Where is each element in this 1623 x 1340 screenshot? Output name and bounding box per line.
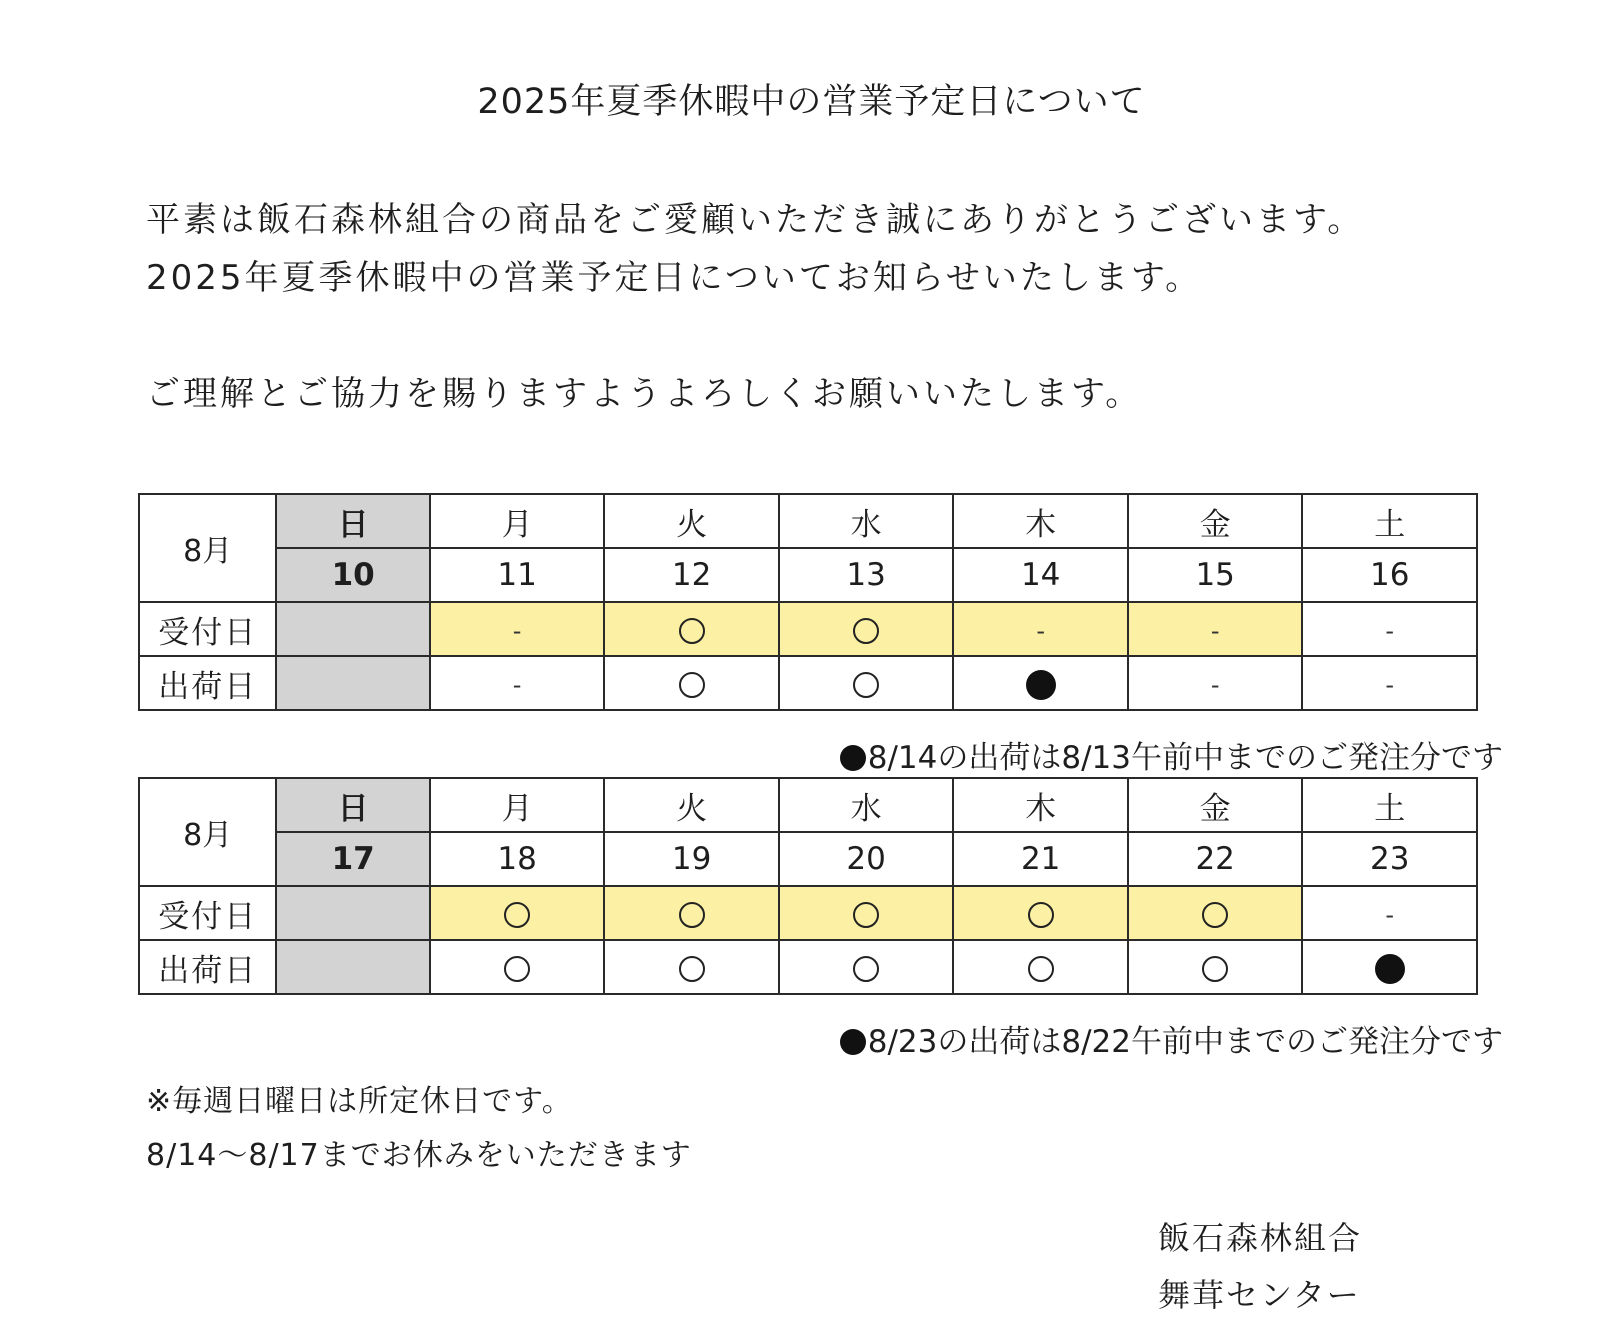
month-label: 8月: [139, 494, 276, 602]
dash-mark: -: [512, 671, 522, 699]
date-cell: 13: [779, 548, 954, 602]
status-cell: [1128, 940, 1303, 994]
filled-circle-icon: [1375, 954, 1405, 984]
open-circle-icon: [853, 618, 879, 644]
status-cell: [779, 886, 954, 940]
open-circle-icon: [504, 956, 530, 982]
status-cell: [1128, 602, 1303, 656]
open-circle-icon: [1028, 902, 1054, 928]
status-cell: [779, 656, 954, 710]
weekday-header: 金: [1128, 778, 1303, 832]
weekday-header: 水: [779, 494, 954, 548]
status-cell: [430, 602, 605, 656]
shipping-note-2: [840, 1016, 1503, 1061]
dash-mark: -: [512, 617, 522, 645]
status-cell: [1302, 940, 1477, 994]
row-label-shipping: 出荷日: [139, 656, 276, 710]
weekday-header: 木: [953, 778, 1128, 832]
status-cell: [604, 940, 779, 994]
date-cell: 20: [779, 832, 954, 886]
signature-dept: 舞茸センター: [1158, 1276, 1361, 1314]
row-label-reception: 受付日: [139, 886, 276, 940]
status-cell: [604, 602, 779, 656]
dash-mark: -: [1036, 617, 1045, 645]
open-circle-icon: [853, 902, 879, 928]
open-circle-icon: [679, 902, 705, 928]
calendar-week-2: [138, 777, 1478, 995]
status-cell: [430, 656, 605, 710]
filled-circle-icon: [840, 745, 866, 771]
month-label: 8月: [139, 778, 276, 886]
filled-circle-icon: [1026, 670, 1056, 700]
status-cell: [430, 886, 605, 940]
date-cell: 23: [1302, 832, 1477, 886]
signature-org: 飯石森林組合: [1158, 1219, 1363, 1257]
open-circle-icon: [679, 618, 705, 644]
intro-line-2: 2025年夏季休暇中の営業予定日についてお知らせいたします。: [146, 258, 1203, 298]
open-circle-icon: [1202, 956, 1228, 982]
weekday-header: 水: [779, 778, 954, 832]
status-cell: [1128, 656, 1303, 710]
dash-mark: -: [1210, 671, 1220, 699]
status-cell: [604, 656, 779, 710]
weekday-header: 土: [1302, 494, 1477, 548]
page-title: 2025年夏季休暇中の営業予定日について: [477, 82, 1146, 122]
status-cell: [1302, 602, 1477, 656]
status-cell: [1128, 886, 1303, 940]
date-cell: 18: [430, 832, 605, 886]
weekday-header: 金: [1128, 494, 1303, 548]
status-cell: [276, 886, 429, 940]
footer-line-2: 8/14～8/17までお休みをいただきます: [146, 1138, 692, 1173]
date-cell: 19: [604, 832, 779, 886]
date-cell: 12: [604, 548, 779, 602]
date-cell: 21: [953, 832, 1128, 886]
intro-line-3: ご理解とご協力を賜りますようよろしくお願いいたします。: [146, 374, 1143, 414]
status-cell: [953, 656, 1128, 710]
weekday-header: 月: [430, 494, 605, 548]
date-cell: 14: [953, 548, 1128, 602]
intro-line-1: 平素は飯石森林組合の商品をご愛顧いただき誠にありがとうございます。: [146, 200, 1365, 240]
weekday-header: 月: [430, 778, 605, 832]
calendar-week-1: [138, 493, 1478, 711]
weekday-header: 日: [276, 494, 429, 548]
open-circle-icon: [679, 672, 705, 698]
dash-mark: -: [1210, 617, 1220, 645]
open-circle-icon: [1202, 902, 1228, 928]
dash-mark: -: [1385, 671, 1395, 699]
open-circle-icon: [1028, 956, 1054, 982]
open-circle-icon: [504, 902, 530, 928]
shipping-note-1: [840, 732, 1503, 777]
footer-line-1: ※毎週日曜日は所定休日です。: [146, 1084, 573, 1119]
date-cell: 22: [1128, 832, 1303, 886]
shipping-note-text: 8/14の出荷は8/13午前中までのご発注分です: [867, 740, 1503, 776]
row-label-shipping: 出荷日: [139, 940, 276, 994]
weekday-header: 木: [953, 494, 1128, 548]
status-cell: [779, 940, 954, 994]
status-cell: [430, 940, 605, 994]
date-cell: 15: [1128, 548, 1303, 602]
weekday-header: 火: [604, 494, 779, 548]
status-cell: [953, 940, 1128, 994]
weekday-header: 火: [604, 778, 779, 832]
status-cell: [779, 602, 954, 656]
weekday-header: 土: [1302, 778, 1477, 832]
status-cell: [276, 602, 429, 656]
status-cell: [1302, 886, 1477, 940]
open-circle-icon: [853, 672, 879, 698]
filled-circle-icon: [840, 1029, 866, 1055]
date-cell: 11: [430, 548, 605, 602]
row-label-reception: 受付日: [139, 602, 276, 656]
shipping-note-text: 8/23の出荷は8/22午前中までのご発注分です: [867, 1024, 1503, 1060]
status-cell: [1302, 656, 1477, 710]
weekday-header: 日: [276, 778, 429, 832]
date-cell: 17: [276, 832, 429, 886]
dash-mark: -: [1385, 617, 1395, 645]
date-cell: 10: [276, 548, 429, 602]
status-cell: [276, 940, 429, 994]
open-circle-icon: [853, 956, 879, 982]
status-cell: [604, 886, 779, 940]
open-circle-icon: [679, 956, 705, 982]
date-cell: 16: [1302, 548, 1477, 602]
status-cell: [276, 656, 429, 710]
dash-mark: -: [1385, 901, 1395, 929]
status-cell: [953, 886, 1128, 940]
status-cell: [953, 602, 1128, 656]
